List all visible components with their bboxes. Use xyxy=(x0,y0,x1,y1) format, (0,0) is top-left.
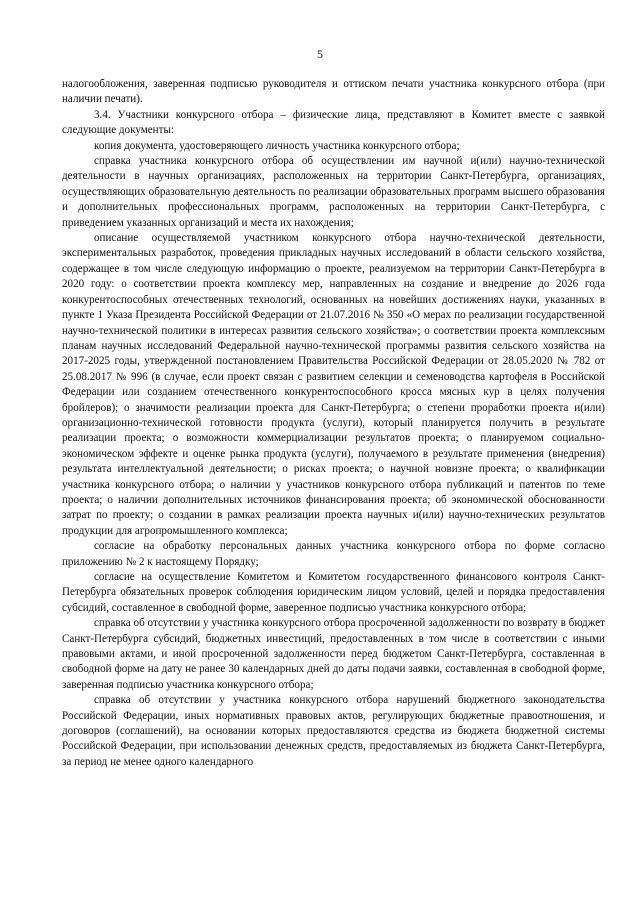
paragraph: справка участника конкурсного отбора об осуществлении им научной и(или) научно-технической деятельности в научных организациях, расположенных на территории Санкт-Петербурга, организациях, осуществляющих образовательную деятельность по реализации образовательных программ высшего образования и дополнительных профессиональных программ, расположенных на территории Санкт-Петербурга, с приведением указанных организаций и места их нахождения; xyxy=(62,155,605,229)
paragraph: налогообложения, заверенная подписью руководителя и оттиском печати участника конкурсного отбора (при наличии печати). xyxy=(62,78,605,106)
paragraph: справка об отсутствии у участника конкурсного отбора просроченной задолженности по возврату в бюджет Санкт-Петербурга субсидий, бюджетных инвестиций, предоставленных в том числе в соответствии с иными правовыми актами, и иной просроченной задолженности перед бюджетом Санкт-Петербурга, составленная в свободной форме на дату не ранее 30 календарных дней до даты подачи заявки, составленная в свободной форме, заверенная подписью участника конкурсного отбора; xyxy=(62,617,605,691)
paragraph: справка об отсутствии у участника конкурсного отбора нарушений бюджетного законодательства Российской Федерации, иных нормативных правовых актов, регулирующих бюджетные правоотношения, и договоров (соглашений), на основании которых предоставляются средства из бюджета бюджетной системы Российской Федерации, при использовании денежных средств, предоставляемых из бюджета Санкт-Петербурга, за период не менее одного календарного xyxy=(62,694,605,768)
page-number: 5 xyxy=(317,47,323,61)
paragraph: согласие на осуществление Комитетом и Комитетом государственного финансового контроля Санкт-Петербурга обязательных проверок соблюдения юридическим лицом условий, целей и порядка предоставления субсидий, составленное в свободной форме, заверенное подписью участника конкурсного отбора; xyxy=(62,571,605,614)
paragraph: 3.4. Участники конкурсного отбора – физические лица, представляют в Комитет вместе с заявкой следующие документы: xyxy=(62,108,605,137)
paragraph: описание осуществляемой участником конкурсного отбора научно-технической деятельности, экспериментальных разработок, проведения прикладных научных исследований в области сельского хозяйства, содержащее в том числе следующую информацию о проекте, реализуемом на территории Санкт-Петербурга в 2020 году: о соответствии проекта комплексу мер, направленных на создание и внедрение до 2026 года конкурентоспособных отечественных технологий, основанных на новейших достижениях науки, указанных в пункте 1 Указа Президента Российской Федерации от 21.07.2016 № 350 «О мерах по реализации государственной научно-технической политики в интересах развития сельского хозяйства»; о соответствии проекта комплексным планам научных исследований Федеральной научно-технической программы развития сельского хозяйства на 2017-2025 годы, утвержденной постановлением Правительства Российской Федерации от 28.05.2020 № 782 от 25.08.2017 № 996 (в случае, если проект связан с развитием селекции и семеноводства картофеля в Российской Федерации или созданием отечественного конкурентоспособного кросса мясных кур в целях получения бройлеров); о значимости реализации проекта для Санкт-Петербурга; о степени проработки проекта и(или) организационно-технической готовности продукта (услуги), который планируется получить в результате реализации проекта; о возможности коммерциализации результатов проекта; о планируемом социально-экономическом эффекте и оценке рынка продукта (услуги), получаемого в результате применения (внедрения) результата интеллектуальной деятельности; о рисках проекта; о научной новизне проекта; о квалификации участника конкурсного отбора; о наличии у участников конкурсного отбора публикаций и патентов по теме проекта; о наличии дополнительных источников финансирования проекта; об экономической обоснованности затрат по проекту; о создании в рамках реализации проекта научных и(или) научно-технических результатов продукции для агропромышленного комплекса; xyxy=(62,232,605,537)
document-body xyxy=(62,77,605,770)
paragraph: согласие на обработку персональных данных участника конкурсного отбора по форме согласно приложению № 2 к настоящему Порядку; xyxy=(62,540,605,568)
paragraph: копия документа, удостоверяющего личность участника конкурсного отбора; xyxy=(94,139,460,152)
